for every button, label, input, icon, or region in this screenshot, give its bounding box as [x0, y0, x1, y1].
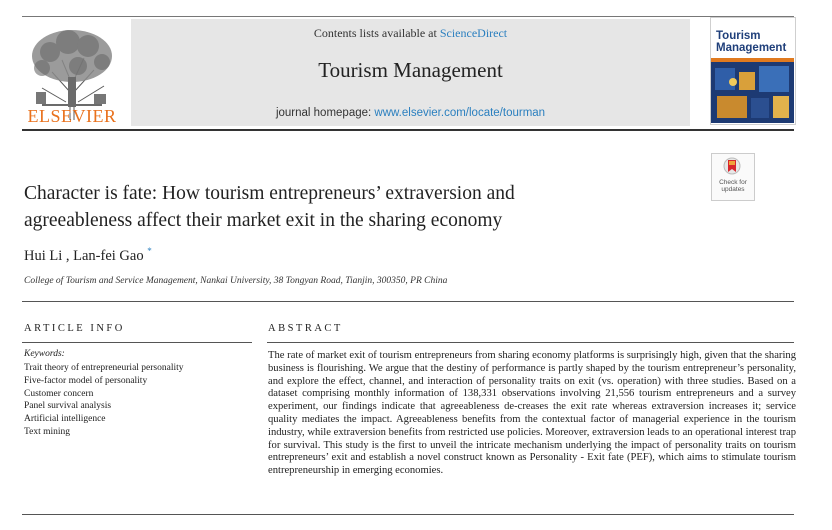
check-label-line1: Check for: [719, 179, 747, 186]
authors: [24, 246, 152, 265]
header-bottom-rule: [22, 129, 794, 131]
keyword-item: Artificial intelligence: [24, 414, 106, 425]
bookmark-update-icon: [723, 157, 741, 177]
abstract-heading: ABSTRACT: [268, 323, 343, 334]
abstract-text: The rate of market exit of tourism entrepreneurs from sharing economy platforms is surprisingly high, given that the sharing business is flourishing. We argue that the destiny of performance is partly shaped by the tourism entrepreneur’s personality, and explore the effect, channel, and interaction of personality traits on exit (vs. operation) with three studies. Based on a dataset comprising monthly information of 138,331 observations involving 21,556 tourism entrepreneurs and a survey experiment, our findings indicate that agreeableness de-creases the exit rate whereas extraversion increases it; service quality mediates the impact. Agreeableness benefits from the contextual factor of managerial experience in the tourism industry, while extraversion benefits from restricted use policies. Moreover, extraversion leads to an operational interest trap for survival. This study is the first to unveil the intricate mechanism underlying the impact of personality traits on tourism entrepreneurs’ exit and establish a novel construct known as Personality - Exit fate (PEF), which aims to stimulate tourism entrepreneurship in emerging economies.: [268, 350, 796, 477]
publisher-name: ELSEVIER: [27, 106, 117, 126]
check-for-updates-label: [711, 179, 755, 193]
article-title-line1: Character is fate: How tourism entrepreneurs’ extraversion and: [24, 183, 515, 204]
contents-prefix: Contents lists available at: [313, 26, 440, 40]
keywords-list: [24, 362, 184, 439]
article-info-rule: [22, 342, 252, 343]
keyword-item: Text mining: [24, 426, 71, 437]
keyword-item: Five-factor model of personality: [24, 375, 148, 386]
keyword-item: Customer concern: [24, 388, 94, 399]
check-label-line2: updates: [721, 186, 745, 193]
cover-title-line2: Management: [716, 42, 787, 54]
author-name[interactable]: Lan-fei Gao: [73, 247, 144, 264]
article-title: [24, 180, 704, 234]
article-info-heading: ARTICLE INFO: [24, 323, 125, 334]
section-separator: [22, 301, 794, 302]
cover-title-line1: Tourism: [716, 30, 761, 42]
author-name[interactable]: Hui Li: [24, 247, 63, 264]
header-top-rule: [22, 16, 794, 17]
homepage-line: [131, 107, 690, 119]
cover-title: [716, 30, 792, 54]
contents-line: [131, 26, 690, 41]
keyword-item: Trait theory of entrepreneurial personality: [24, 363, 184, 373]
homepage-prefix: journal homepage:: [275, 107, 375, 119]
bottom-rule: [22, 514, 794, 515]
article-title-line2: agreeableness affect their market exit in the sharing economy: [24, 210, 503, 231]
author-separator: ,: [62, 247, 74, 264]
keyword-item: Panel survival analysis: [24, 401, 112, 412]
affiliation: College of Tourism and Service Management, Nankai University, 38 Tongyan Road, Tianjin, 300350, PR China: [24, 276, 448, 286]
journal-title: Tourism Management: [318, 58, 503, 82]
corresponding-author-mark[interactable]: *: [147, 246, 152, 256]
keywords-label: Keywords:: [24, 349, 65, 359]
journal-homepage-link[interactable]: www.elsevier.com/locate/tourman: [374, 107, 546, 119]
abstract-rule: [267, 342, 794, 343]
cover-image-icon: [711, 62, 794, 123]
sciencedirect-link[interactable]: ScienceDirect: [439, 26, 508, 40]
